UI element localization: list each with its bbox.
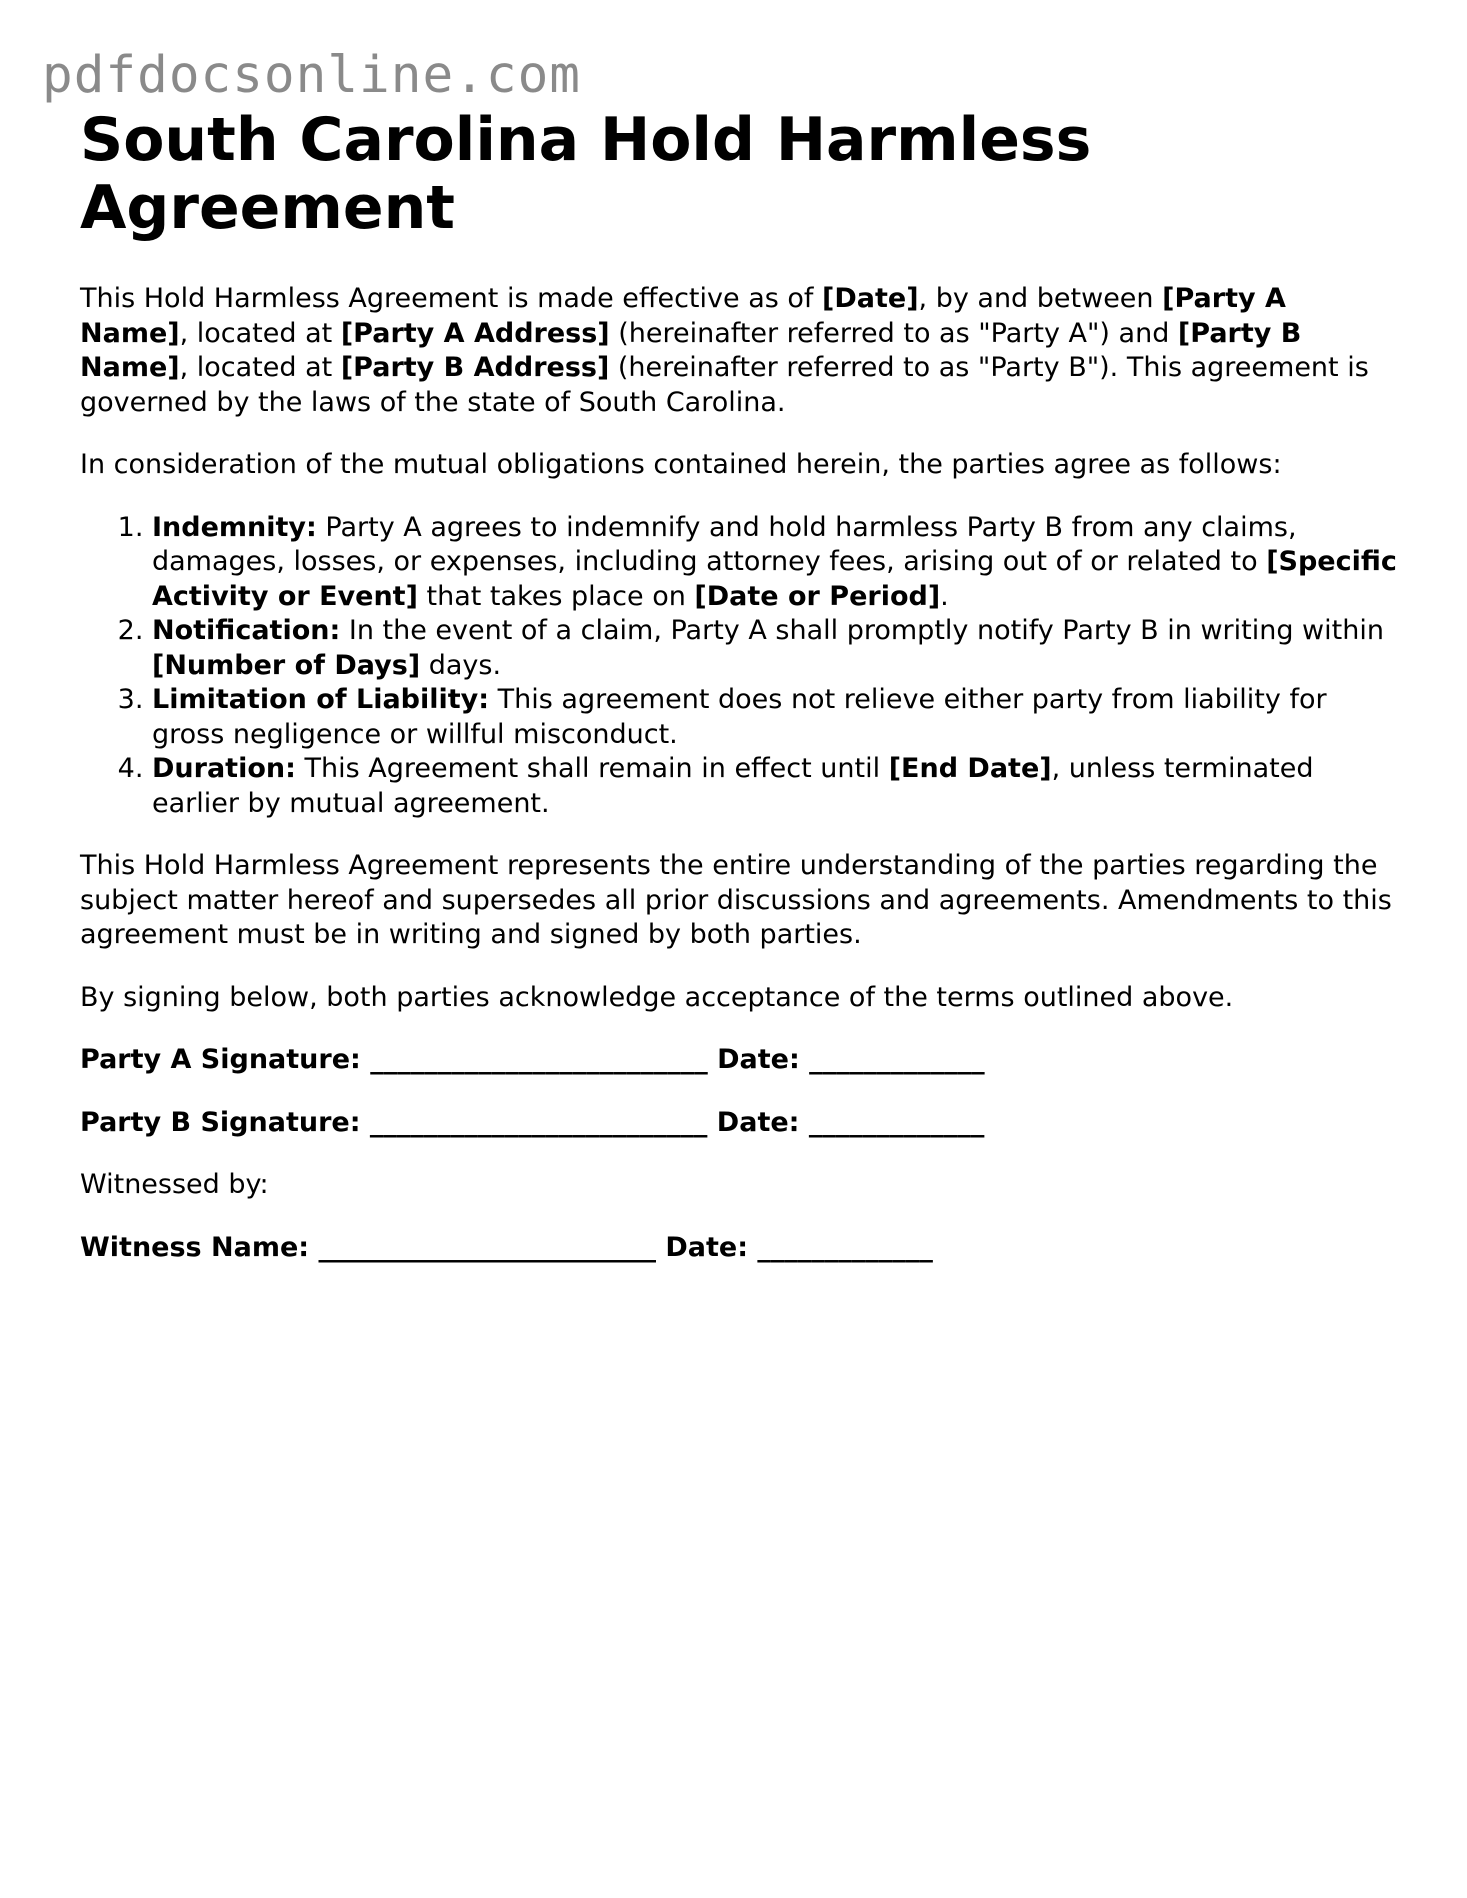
party-a-address-placeholder: [Party A Address] bbox=[340, 317, 610, 349]
party-b-signature-line: Party B Signature: _________________________ Date: _____________ bbox=[80, 1106, 985, 1138]
signing-statement: By signing below, both parties acknowledge acceptance of the terms outlined above. bbox=[80, 981, 1234, 1013]
clause-duration: 4. Duration: This Agreement shall remain in effect until [End Date], unless terminated earlier by mutual agreement. bbox=[152, 752, 1400, 821]
party-a-name-placeholder: [Party A Name] bbox=[80, 283, 1286, 349]
clause-notification: 2. Notification: In the event of a claim, Party A shall promptly notify Party B in writing within [Number of Days] days. bbox=[152, 614, 1400, 683]
document-title: South Carolina Hold Harmless Agreement bbox=[80, 105, 1092, 243]
entire-agreement-paragraph: This Hold Harmless Agreement represents the entire understanding of the parties regarding the subject matter hereof and supersedes all prior discussions and agreements. Amendments to this agreement must be in writing and signed by both parties. bbox=[80, 850, 1392, 950]
watermark: pdfdocsonline.com bbox=[42, 46, 581, 105]
witness-signature-line: Witness Name: _________________________ Date: _____________ bbox=[80, 1231, 933, 1263]
document-body bbox=[80, 106, 1400, 1265]
clause-indemnity: 1. Indemnity: Party A agrees to indemnify and hold harmless Party B from any claims, damages, losses, or expenses, including attorney fees, arising out of or related to [Specific Activity or Event] that takes place on [Date or Period]. bbox=[152, 511, 1400, 615]
clauses-list bbox=[80, 511, 1400, 822]
consideration-paragraph: In consideration of the mutual obligations contained herein, the parties agree as follows: bbox=[80, 449, 1282, 480]
clause-limitation-of-liability: 3. Limitation of Liability: This agreement does not relieve either party from liability for gross negligence or willful misconduct. bbox=[152, 683, 1400, 752]
party-b-name-placeholder: [Party B Name] bbox=[80, 317, 1302, 383]
party-a-signature-line: Party A Signature: _________________________ Date: _____________ bbox=[80, 1044, 985, 1075]
party-b-address-placeholder: [Party B Address] bbox=[340, 352, 610, 383]
date-placeholder: [Date] bbox=[822, 283, 919, 314]
witnessed-by-label: Witnessed by: bbox=[80, 1169, 269, 1200]
intro-paragraph: This Hold Harmless Agreement is made effective as of [Date], by and between [Party A Name], located at [Party A Address] (hereinafter referred to as "Party A") and [Party B Name], located at [Party B Address] (hereinafter referred to as "Party B"). This agreement is governed by the laws of the state of South Carolina. bbox=[80, 283, 1369, 418]
